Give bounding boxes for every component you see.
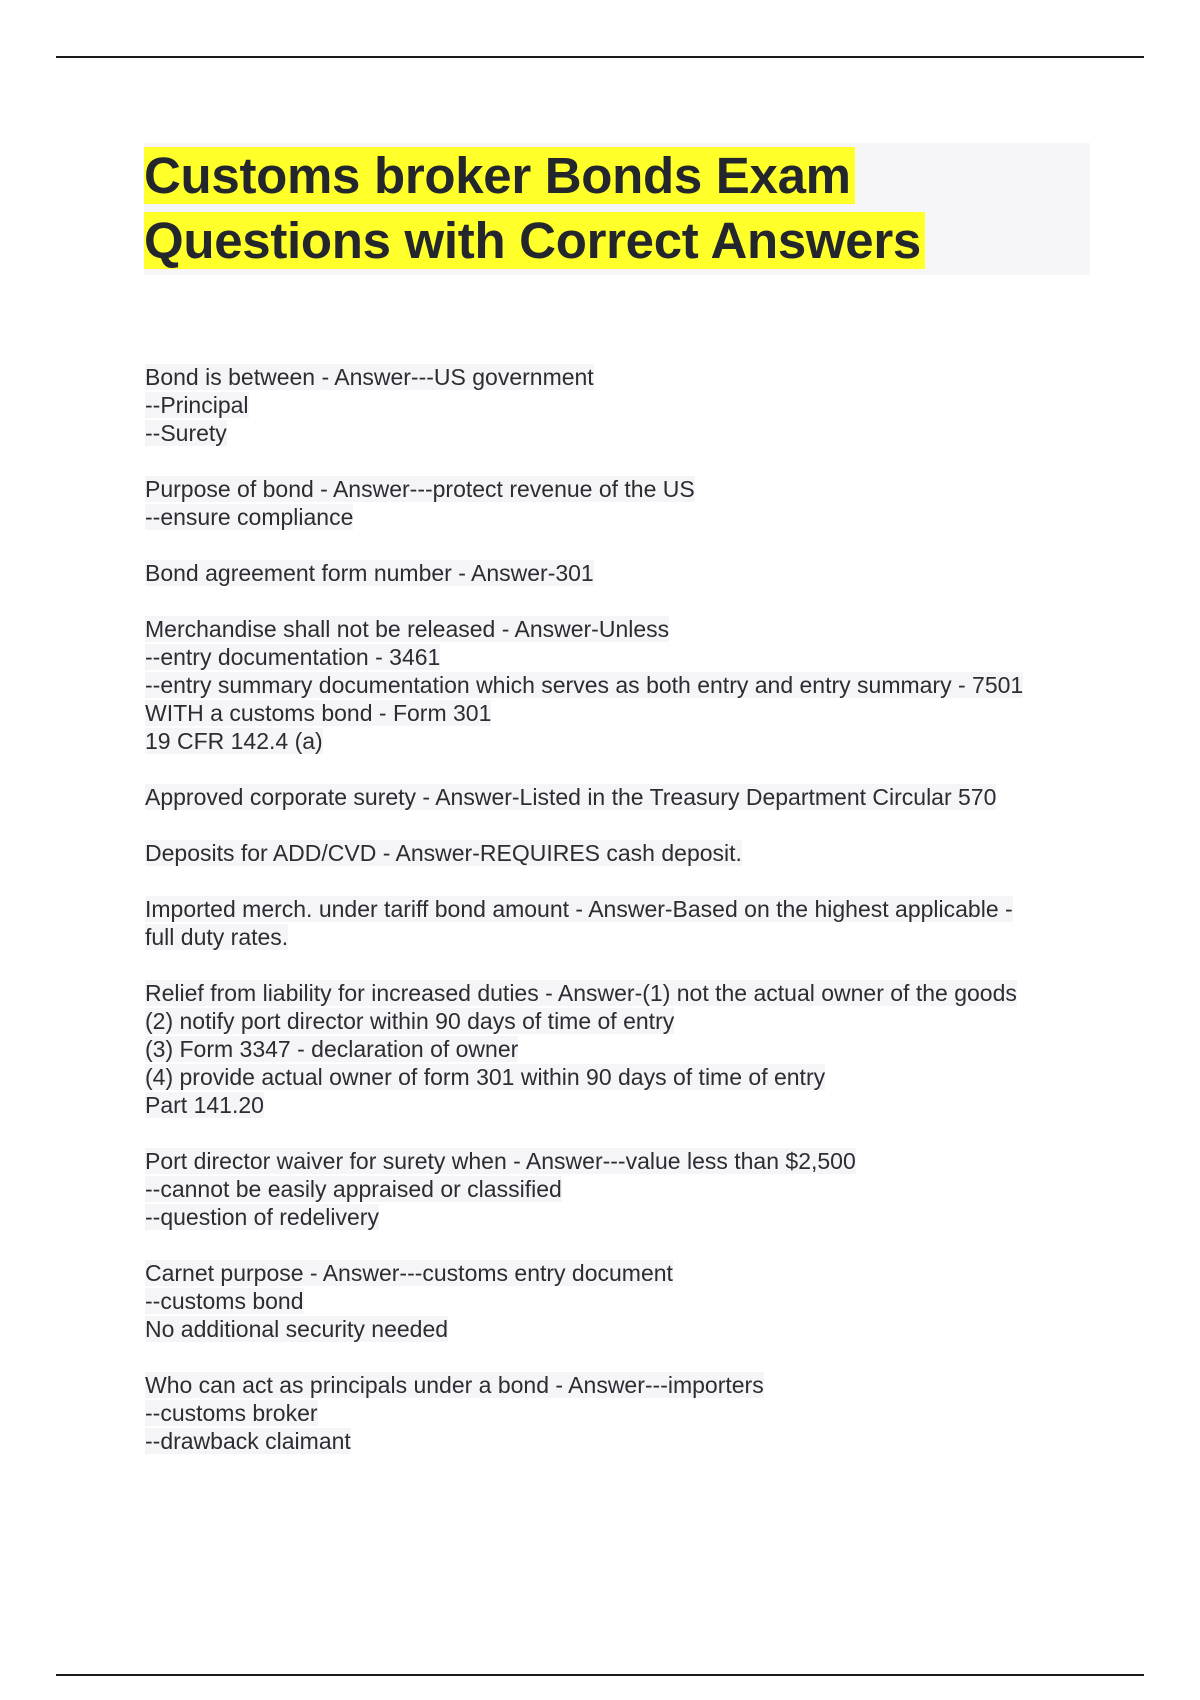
line-text: --cannot be easily appraised or classified: [145, 1176, 562, 1202]
top-rule: [56, 56, 1144, 58]
question-line: [145, 1371, 1085, 1399]
qa-block: [145, 1259, 1085, 1343]
qa-block: [145, 895, 1085, 951]
line-text: (2) notify port director within 90 days of time of entry: [145, 1008, 675, 1034]
qa-block: [145, 475, 1085, 531]
qa-block: [145, 1147, 1085, 1231]
answer-line: [145, 1091, 1085, 1119]
answer-line: [145, 727, 1085, 755]
line-text: Merchandise shall not be released - Answer-Unless: [145, 616, 670, 642]
question-line: [145, 363, 1085, 391]
answer-line: [145, 671, 1085, 699]
line-text: Bond is between - Answer---US government: [145, 364, 594, 390]
line-text: Carnet purpose - Answer---customs entry document: [145, 1260, 673, 1286]
qa-block: [145, 1371, 1085, 1455]
line-text: Deposits for ADD/CVD - Answer-REQUIRES cash deposit.: [145, 840, 742, 866]
line-text: (3) Form 3347 - declaration of owner: [145, 1036, 519, 1062]
title-line-1: Customs broker Bonds Exam: [144, 147, 855, 204]
line-text: full duty rates.: [145, 924, 289, 950]
line-text: Relief from liability for increased duties - Answer-(1) not the actual owner of the goods: [145, 980, 1017, 1006]
answer-line: [145, 503, 1085, 531]
answer-line: [145, 1287, 1085, 1315]
answer-line: [145, 1399, 1085, 1427]
qa-block: [145, 979, 1085, 1119]
question-line: [145, 839, 1085, 867]
qa-block: [145, 363, 1085, 447]
line-text: --customs broker: [145, 1400, 318, 1426]
answer-line: [145, 1427, 1085, 1455]
line-text: 19 CFR 142.4 (a): [145, 728, 323, 754]
question-line: [145, 1259, 1085, 1287]
answer-line: [145, 699, 1085, 727]
line-text: --entry summary documentation which serves as both entry and entry summary - 7501: [145, 672, 1024, 698]
line-text: --ensure compliance: [145, 504, 354, 530]
document-title: [144, 143, 1090, 273]
line-text: Port director waiver for surety when - Answer---value less than $2,500: [145, 1148, 856, 1174]
line-text: Approved corporate surety - Answer-Listed in the Treasury Department Circular 570: [145, 784, 997, 810]
question-answer-list: [145, 363, 1085, 1483]
title-line-2: Questions with Correct Answers: [144, 212, 925, 269]
answer-line: [145, 419, 1085, 447]
qa-block: [145, 559, 1085, 587]
qa-block: [145, 839, 1085, 867]
answer-line: [145, 643, 1085, 671]
question-line: [145, 1147, 1085, 1175]
line-text: (4) provide actual owner of form 301 within 90 days of time of entry: [145, 1064, 826, 1090]
line-text: --Surety: [145, 420, 227, 446]
qa-block: [145, 783, 1085, 811]
line-text: Purpose of bond - Answer---protect revenue of the US: [145, 476, 695, 502]
question-line: [145, 979, 1085, 1007]
qa-block: [145, 615, 1085, 755]
question-line: [145, 783, 1085, 811]
line-text: Part 141.20: [145, 1092, 264, 1118]
line-text: --question of redelivery: [145, 1204, 379, 1230]
line-text: Who can act as principals under a bond - Answer---importers: [145, 1372, 764, 1398]
line-text: --entry documentation - 3461: [145, 644, 441, 670]
answer-line: [145, 1203, 1085, 1231]
line-text: --customs bond: [145, 1288, 304, 1314]
answer-line: [145, 1007, 1085, 1035]
question-line: [145, 895, 1085, 923]
line-text: WITH a customs bond - Form 301: [145, 700, 492, 726]
answer-line: [145, 923, 1085, 951]
line-text: --Principal: [145, 392, 249, 418]
answer-line: [145, 1175, 1085, 1203]
title-block: [144, 143, 1090, 275]
answer-line: [145, 391, 1085, 419]
question-line: [145, 475, 1085, 503]
line-text: Imported merch. under tariff bond amount - Answer-Based on the highest applicable -: [145, 896, 1013, 922]
question-line: [145, 559, 1085, 587]
line-text: No additional security needed: [145, 1316, 449, 1342]
bottom-rule: [56, 1674, 1144, 1676]
answer-line: [145, 1315, 1085, 1343]
answer-line: [145, 1035, 1085, 1063]
line-text: Bond agreement form number - Answer-301: [145, 560, 594, 586]
line-text: --drawback claimant: [145, 1428, 351, 1454]
answer-line: [145, 1063, 1085, 1091]
question-line: [145, 615, 1085, 643]
